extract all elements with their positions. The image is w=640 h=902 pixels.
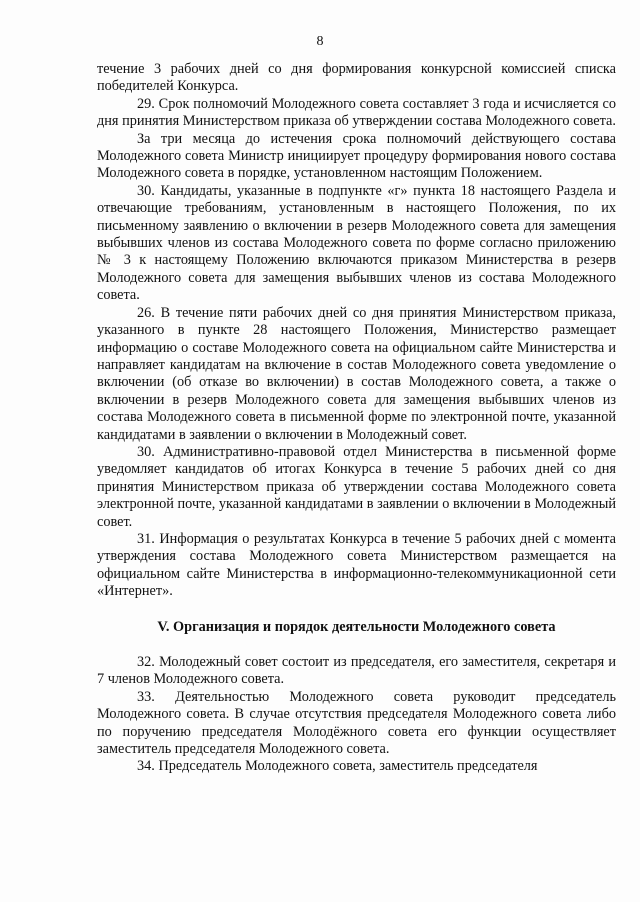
section-heading: V. Организация и порядок деятельности Молодежного совета <box>157 618 556 635</box>
paragraph: 32. Молодежный совет состоит из председателя, его заместителя, секретаря и 7 членов Молодежного совета. <box>97 654 616 688</box>
paragraph: 26. В течение пяти рабочих дней со дня принятия Министерством приказа, указанного в пункте 28 настоящего Положения, Министерство размещает информацию о составе Молодежного совета на официальном сайте Министерства и направляет кандидатам на включение в состав Молодежного совета уведомление о включении (об отказе во включении) в состав Молодежного совета, а также о включении в резерв Молодежного совета для замещения выбывших членов из состава Молодежного совета в письменной форме по электронной почте, указанной кандидатами в заявлении о включении в Молодежный совет. <box>97 304 616 443</box>
paragraph: 34. Председатель Молодежного совета, заместитель председателя <box>137 758 538 775</box>
paragraph: 30. Кандидаты, указанные в подпункте «г» пункта 18 настоящего Раздела и отвечающие требованиям, установленным в настоящего Положения, по их письменному заявлению о включении в резерв Молодежного совета для замещения выбывших членов из состава Молодежного совета по форме согласно приложению № 3 к настоящему Положению включаются приказом Министерства в резерв Молодежного совета для замещения выбывших членов из состава Молодежного совета. <box>97 182 616 304</box>
paragraph: течение 3 рабочих дней со дня формирования конкурсной комиссией списка победителей Конкурса. <box>97 61 616 95</box>
page-number: 8 <box>316 34 324 49</box>
paragraph: 29. Срок полномочий Молодежного совета составляет 3 года и исчисляется со дня принятия Министерством приказа об утверждении состава Молодежного совета. <box>97 95 616 130</box>
paragraph: 31. Информация о результатах Конкурса в течение 5 рабочих дней с момента утверждения состава Молодежного совета Министерством размещается на официальном сайте Министерства в информационно-телекоммуникационной сети «Интернет». <box>97 530 616 600</box>
paragraph: За три месяца до истечения срока полномочий действующего состава Молодежного совета Министр инициирует процедуру формирования нового состава Молодежного совета в порядке, установленном настоящим Положением. <box>97 130 616 182</box>
paragraph: 33. Деятельностью Молодежного совета руководит председатель Молодежного совета. В случае отсутствия председателя Молодежного совета либо по поручению председателя Молодёжного совета его функции осуществляет заместитель председателя Молодежного совета. <box>97 688 616 758</box>
paragraph: 30. Административно-правовой отдел Министерства в письменной форме уведомляет кандидатов об итогах Конкурса в течение 5 рабочих дней со дня принятия Министерством приказа об утверждении состава Молодежного совета электронной почте, указанной кандидатами в заявлении о включении в Молодежный совет. <box>97 443 616 530</box>
document-body <box>97 61 616 776</box>
